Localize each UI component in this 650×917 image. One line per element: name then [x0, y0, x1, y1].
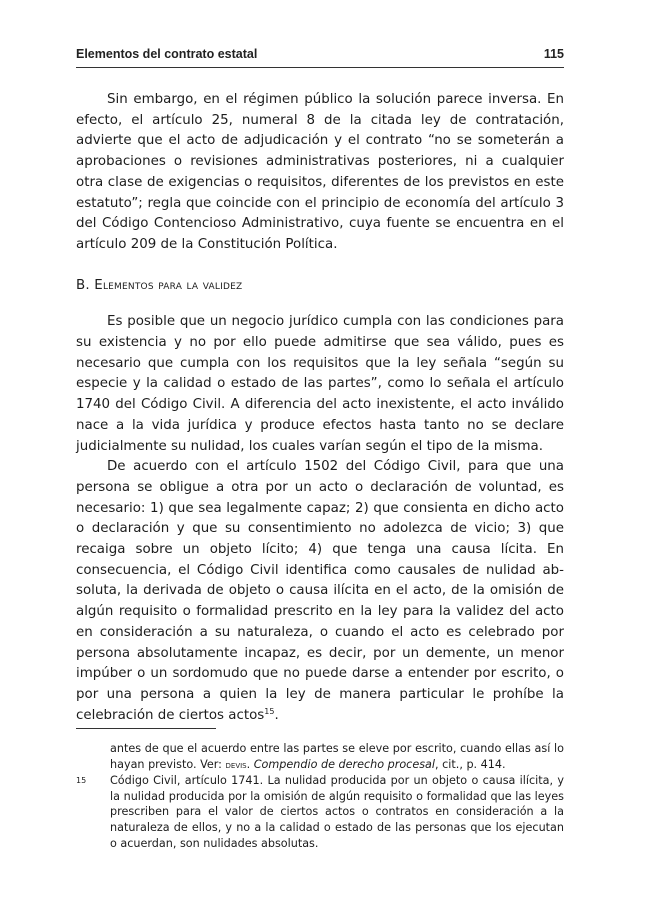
running-header — [76, 47, 564, 61]
cited-book-title: Compendio de derecho procesal — [253, 757, 436, 771]
paragraph-3-text: De acuerdo con el artículo 1502 del Código Civil, para que una persona se obligue a otra por un acto o declaración de voluntad, es necesario: 1) que sea legalmente capaz; 2) que consienta en dicho acto o declaración y que su consentimiento no adolezca de vicio; 3) que recaiga sobre un objeto lícito; 4) que tenga una causa lícita. En consecuencia, el Código Civil identifica como causales de nulidad absoluta, la derivada de objeto o causa ilícita en el acto, de la omisión de algún requisito o formalidad prescrito en la ley para la validez del acto en consideración a su naturaleza, o cuando el acto es celebrado por persona absolutamente incapaz, es decir, por un demente, un menor impúber o un sordomudo que no puede darse a entender por escrito, o por una persona a quien la ley de manera particular le prohíbe la celebración de ciertos actos — [76, 459, 564, 723]
footnote-continuation — [76, 741, 564, 773]
footnote-15 — [76, 773, 564, 851]
header-divider — [76, 67, 564, 68]
footnotes — [76, 741, 564, 851]
paragraph-3-end: . — [274, 707, 279, 723]
paragraph-1: Sin embargo, en el régimen público la solución parece inversa. En efecto, el artículo 25, numeral 8 de la citada ley de contratación, advierte que el acto de adjudicación y el contrato “no se someterán a aprobaciones o revisiones administrativas posteriores, ni a cualquier otra clase de exigencias o requisitos, diferentes de los previstos en este estatuto”; regla que coincide con el principio de economía del artículo 3 del Código Contencioso Administrativo, cuya fuente se encuentra en el artículo 209 de la Constitución Política. — [76, 92, 564, 252]
section-heading: B. Elementos para la validez — [76, 277, 243, 293]
paragraph-2 — [76, 312, 564, 457]
footnote-continuation-text-b: . — [246, 757, 254, 771]
cited-author: devis — [225, 759, 247, 771]
footnote-15-mark: 15 — [76, 776, 87, 786]
footnote-15-text: Código Civil, artículo 1741. La nulidad producida por un objeto o causa ilícita, y la nulidad producida por la omisión de algún requisito o formalidad que las leyes prescriben para el valor de ciertos actos o contratos en consideración a la naturaleza de ellos, y no a la calidad o estado de las personas que los ejecutan o acuerdan, son nulidades absolutas. — [110, 774, 564, 850]
paragraph-3 — [76, 457, 564, 726]
footnote-divider — [76, 728, 216, 729]
footnote-continuation-text-c: , cit., p. 414. — [435, 757, 506, 771]
footnote-ref-15[interactable]: 15 — [264, 706, 275, 716]
paragraph-2-text: Es posible que un negocio jurídico cumpla con las condiciones para su existencia y no por ello puede admitirse que sea válido, pues es necesario que cumpla con los requisitos que la ley señala “según su especie y la calidad o estado de las partes”, como lo señala el artículo 1740 del Código Civil. A diferencia del acto inexistente, el acto inválido nace a la vida jurídica y produce efectos hasta tanto no se declare judicialmente su nulidad, los cuales varían según el tipo de la misma. — [76, 314, 564, 454]
footnote-continuation-text-a: antes de que el acuerdo entre las partes se eleve por escrito, cuando ellas así lo hayan previsto. Ver: — [110, 742, 564, 771]
running-title: Elementos del contrato estatal — [76, 47, 258, 61]
main-text — [76, 90, 564, 726]
page-number: 115 — [543, 47, 564, 61]
